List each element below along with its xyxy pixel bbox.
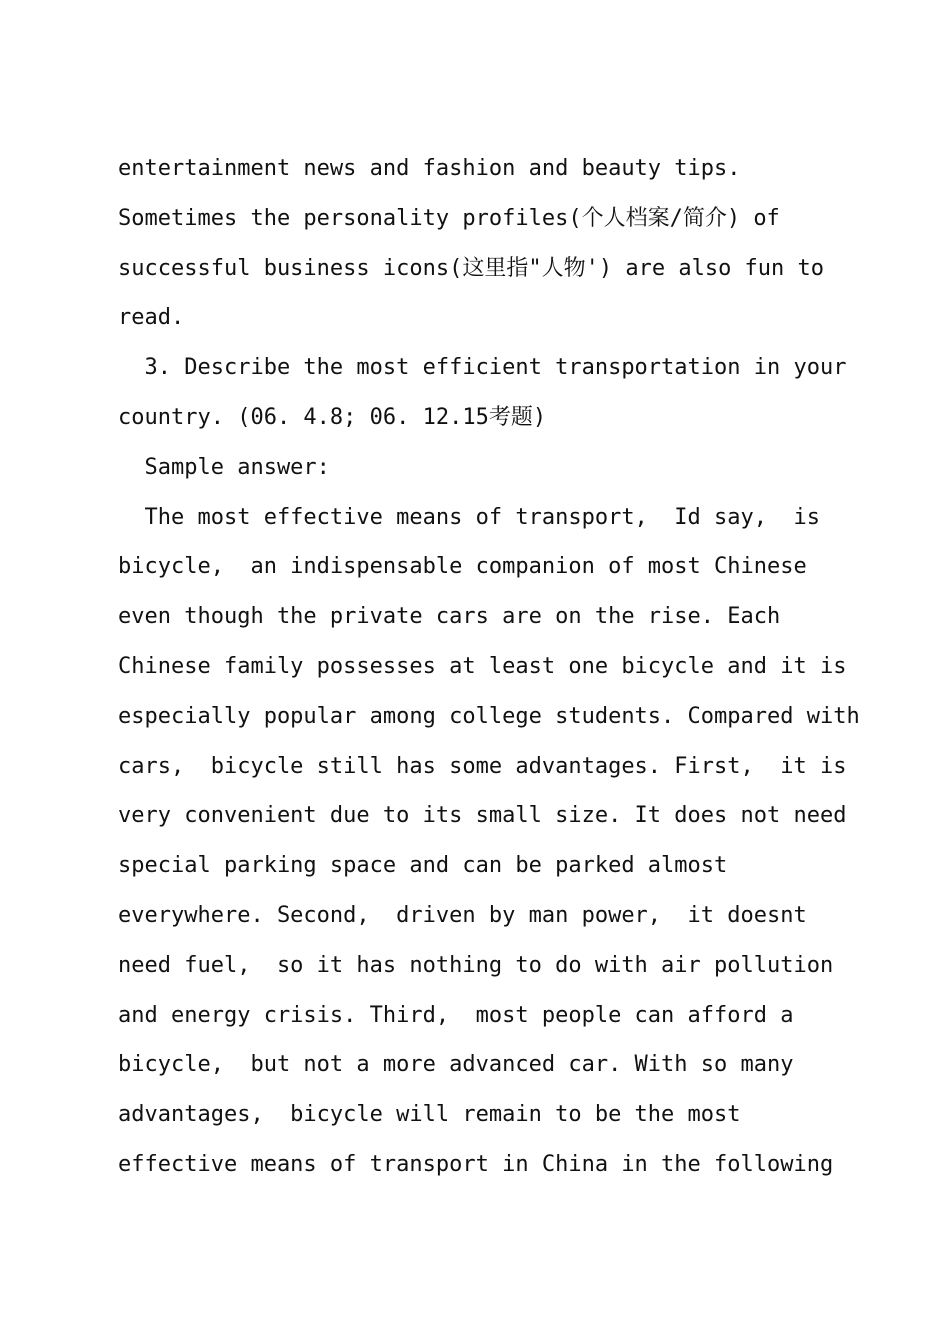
text-line: everywhere. Second, driven by man power, it doesnt (118, 902, 807, 928)
text-line: read. (118, 305, 185, 331)
text-line: and energy crisis. Third, most people can afford a (118, 1002, 794, 1028)
text-line: entertainment news and fashion and beauty tips. (118, 156, 741, 181)
document-text (118, 144, 860, 1190)
text-line: Chinese family possesses at least one bicycle and it is (118, 653, 847, 679)
text-line: need fuel, so it has nothing to do with air pollution (118, 952, 834, 978)
sample-answer-label: Sample answer: (118, 454, 330, 480)
text-line: advantages, bicycle will remain to be the most (118, 1102, 741, 1128)
text-line: successful business icons(这里指"人物') are also fun to (118, 255, 825, 281)
text-line: bicycle, but not a more advanced car. With so many (118, 1052, 794, 1078)
text-line: special parking space and can be parked almost (118, 853, 728, 879)
question-heading: 3. Describe the most efficient transportation in your (118, 355, 847, 381)
text-line: even though the private cars are on the rise. Each (118, 604, 781, 630)
text-line: especially popular among college students. Compared with (118, 703, 860, 729)
text-line: cars, bicycle still has some advantages. First, it is (118, 753, 847, 779)
text-line: very convenient due to its small size. It does not need (118, 803, 847, 829)
text-line: Sometimes the personality profiles(个人档案/简介) of (118, 205, 780, 231)
text-line: country. (06. 4.8; 06. 12.15考题) (118, 404, 547, 430)
text-line: The most effective means of transport, Id say, is (118, 504, 820, 530)
text-line: effective means of transport in China in the following (118, 1151, 834, 1177)
text-line: bicycle, an indispensable companion of most Chinese (118, 554, 807, 580)
